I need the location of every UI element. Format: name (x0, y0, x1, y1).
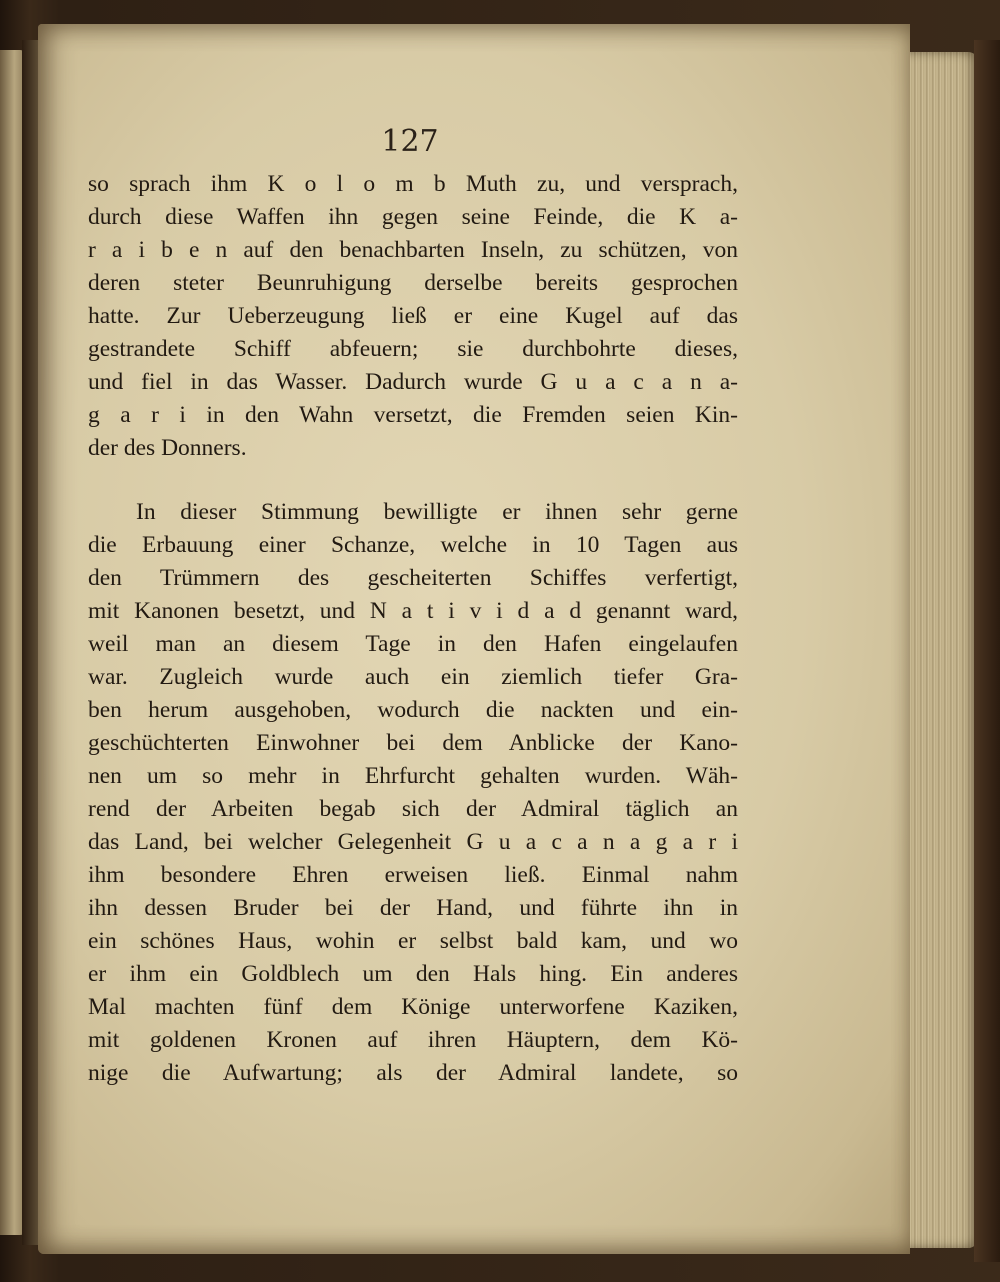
text-line: ihm besondere Ehren erweisen ließ. Einmal nahm (88, 862, 738, 888)
paragraph-1 (88, 168, 738, 465)
text-line: rend der Arbeiten begab sich der Admiral täglich an (88, 796, 738, 822)
text-line: war. Zugleich wurde auch ein ziemlich tiefer Gra- (88, 664, 738, 690)
text-line: mit Kanonen besetzt, und N a t i v i d a d genannt ward, (88, 598, 738, 624)
text-line: r a i b e n auf den benachbarten Inseln, zu schützen, von (88, 237, 738, 263)
text-line: den Trümmern des gescheiterten Schiffes verfertigt, (88, 565, 738, 591)
text-line: Mal machten fünf dem Könige unterworfene Kaziken, (88, 994, 738, 1020)
text-line: deren steter Beunruhigung derselbe bereits gesprochen (88, 270, 738, 296)
text-line: nen um so mehr in Ehrfurcht gehalten wurden. Wäh- (88, 763, 738, 789)
text-line: durch diese Waffen ihn gegen seine Feinde, die K a- (88, 204, 738, 230)
text-line: der des Donners. (88, 435, 247, 461)
text-line: die Erbauung einer Schanze, welche in 10 Tagen aus (88, 532, 738, 558)
back-cover-edge (974, 40, 1000, 1262)
text-line: ben herum ausgehoben, wodurch die nackten und ein- (88, 697, 738, 723)
page-number: 127 (381, 124, 439, 159)
text-line: nige die Aufwartung; als der Admiral landete, so (88, 1060, 738, 1086)
text-line: In dieser Stimmung bewilligte er ihnen sehr gerne (136, 499, 738, 525)
paragraph-2 (88, 496, 738, 1090)
text-line: und fiel in das Wasser. Dadurch wurde G u a c a n a- (88, 369, 738, 395)
text-line: er ihm ein Goldblech um den Hals hing. Ein anderes (88, 961, 738, 987)
text-line: das Land, bei welcher Gelegenheit G u a c a n a g a r i (88, 829, 738, 855)
text-line: mit goldenen Kronen auf ihren Häuptern, dem Kö- (88, 1027, 738, 1053)
text-line: weil man an diesem Tage in den Hafen eingelaufen (88, 631, 738, 657)
text-line: ein schönes Haus, wohin er selbst bald kam, und wo (88, 928, 738, 954)
text-line: g a r i in den Wahn versetzt, die Fremden seien Kin- (88, 402, 738, 428)
page-text (88, 168, 738, 1090)
text-line: hatte. Zur Ueberzeugung ließ er eine Kugel auf das (88, 303, 738, 329)
text-line: ihn dessen Bruder bei der Hand, und führte ihn in (88, 895, 738, 921)
text-line: so sprach ihm K o l o m b Muth zu, und versprach, (88, 171, 738, 197)
page-edges (906, 52, 978, 1248)
paragraph-gap (88, 465, 738, 496)
text-line: geschüchterten Einwohner bei dem Anblicke der Kano- (88, 730, 738, 756)
text-line: gestrandete Schiff abfeuern; sie durchbohrte dieses, (88, 336, 738, 362)
